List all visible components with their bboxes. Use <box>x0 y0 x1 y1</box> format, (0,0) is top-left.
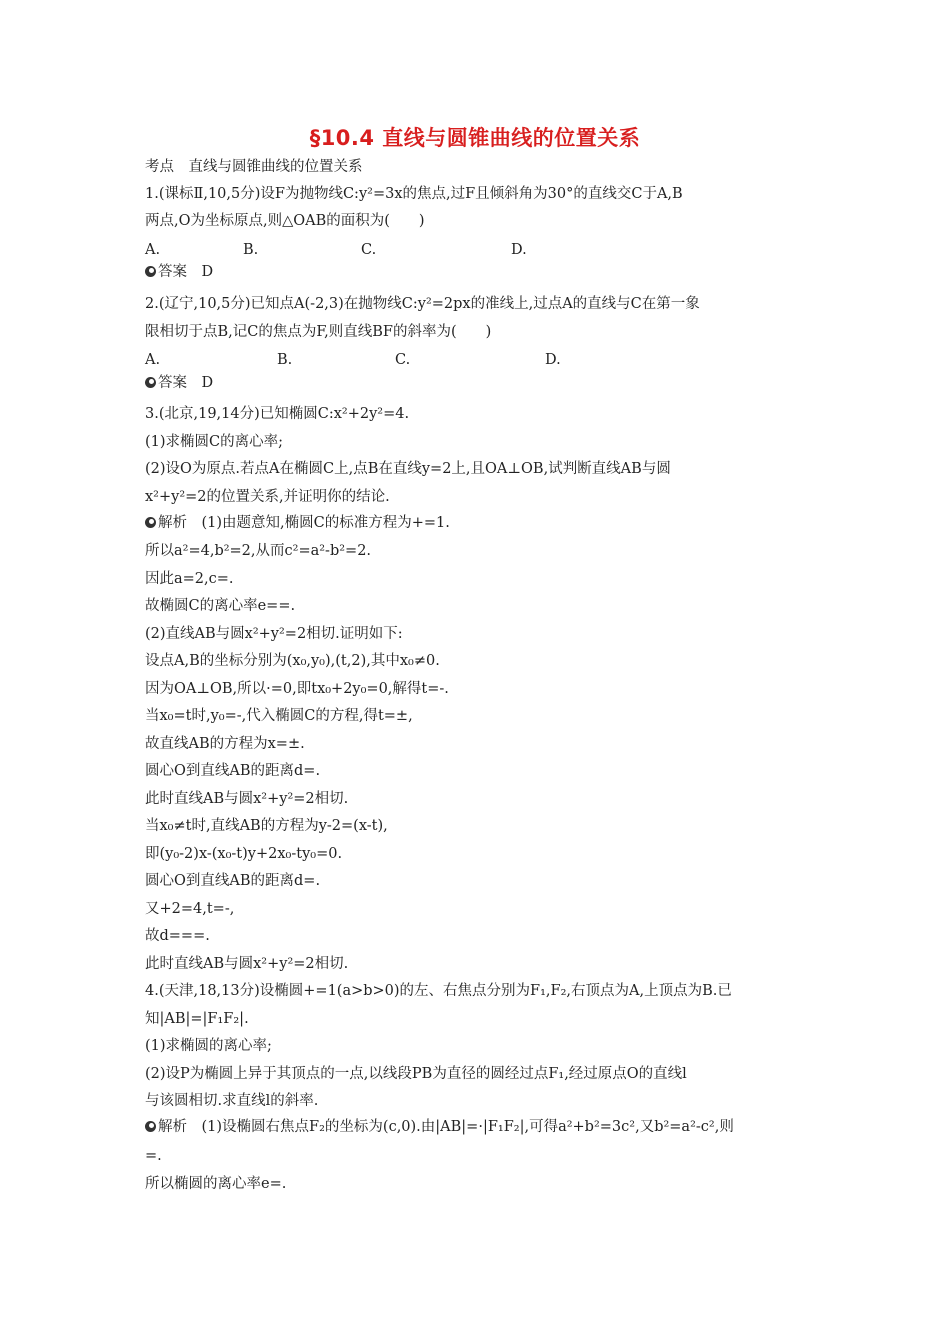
q1-choice-a: A. <box>145 242 161 258</box>
page-title: §10.4 直线与圆锥曲线的位置关系 <box>309 126 641 150</box>
q3-solution-line: 又+2=4,t=-, <box>145 901 235 917</box>
q1-answer <box>145 262 213 282</box>
q4-part2-line-1: (2)设P为椭圆上异于其顶点的一点,以线段PB为直径的圆经过点F₁,经过原点O的直线l <box>145 1066 687 1082</box>
q1-answer-text: 答案 D <box>158 264 214 280</box>
q3-solution-line: 即(y₀-2)x-(x₀-t)y+2x₀-ty₀=0. <box>145 846 343 862</box>
q4-solution-start <box>145 1117 734 1137</box>
q4-part1: (1)求椭圆的离心率; <box>145 1038 272 1054</box>
q2-choice-a: A. <box>145 352 161 368</box>
answer-icon <box>145 266 156 277</box>
q4-solution-line: 所以椭圆的离心率e=. <box>145 1176 287 1192</box>
q3-solution-line: 因为OA⊥OB,所以·=0,即tx₀+2y₀=0,解得t=-. <box>145 681 449 697</box>
q3-solution-line: 所以a²=4,b²=2,从而c²=a²-b²=2. <box>145 543 372 559</box>
q1-choice-d: D. <box>511 242 527 258</box>
q3-part2-line-1: (2)设O为原点.若点A在椭圆C上,点B在直线y=2上,且OA⊥OB,试判断直线AB与圆 <box>145 461 671 477</box>
q3-part2-line-2: x²+y²=2的位置关系,并证明你的结论. <box>145 489 390 505</box>
q1-choice-c: C. <box>361 242 377 258</box>
q3-solution-line: 当x₀≠t时,直线AB的方程为y-2=(x-t), <box>145 818 388 834</box>
q2-answer-text: 答案 D <box>158 375 214 391</box>
q4-text-line-2: 知|AB|=|F₁F₂|. <box>145 1011 249 1027</box>
q3-solution-line: 故d===. <box>145 928 210 944</box>
q3-solution-line: 故椭圆C的离心率e==. <box>145 598 296 614</box>
q4-solution-text: 解析 (1)设椭圆右焦点F₂的坐标为(c,0).由|AB|=·|F₁F₂|,可得a²+b²=3c²,又b²=a²-c²,则 <box>158 1119 734 1135</box>
solution-icon <box>145 1121 156 1132</box>
q1-choice-b: B. <box>243 242 259 258</box>
q3-solution-line: 圆心O到直线AB的距离d=. <box>145 873 321 889</box>
q3-part1: (1)求椭圆C的离心率; <box>145 434 284 450</box>
q3-solution-text: 解析 (1)由题意知,椭圆C的标准方程为+=1. <box>158 515 450 531</box>
q2-text-line-2: 限相切于点B,记C的焦点为F,则直线BF的斜率为( ) <box>145 324 492 340</box>
q3-solution-line: 故直线AB的方程为x=±. <box>145 736 305 752</box>
q4-part2-line-2: 与该圆相切.求直线l的斜率. <box>145 1093 319 1109</box>
q3-text-line-1: 3.(北京,19,14分)已知椭圆C:x²+2y²=4. <box>145 406 410 422</box>
q3-solution-line: 此时直线AB与圆x²+y²=2相切. <box>145 956 349 972</box>
q3-solution-line: 此时直线AB与圆x²+y²=2相切. <box>145 791 349 807</box>
q1-text-line-2: 两点,O为坐标原点,则△OAB的面积为( ) <box>145 213 425 229</box>
solution-icon <box>145 517 156 528</box>
q2-text-line-1: 2.(辽宁,10,5分)已知点A(-2,3)在抛物线C:y²=2px的准线上,过点A的直线与C在第一象 <box>145 296 700 312</box>
q3-solution-start <box>145 513 450 533</box>
q3-solution-line: 因此a=2,c=. <box>145 571 234 587</box>
q2-choice-b: B. <box>277 352 293 368</box>
q1-text-line-1: 1.(课标Ⅱ,10,5分)设F为抛物线C:y²=3x的焦点,过F且倾斜角为30°的直线交C于A,B <box>145 186 683 202</box>
q2-choice-c: C. <box>395 352 411 368</box>
q4-solution-line: =. <box>145 1148 162 1164</box>
q3-solution-line: (2)直线AB与圆x²+y²=2相切.证明如下: <box>145 626 403 642</box>
q2-choice-d: D. <box>545 352 561 368</box>
q4-text-line-1: 4.(天津,18,13分)设椭圆+=1(a>b>0)的左、右焦点分别为F₁,F₂,右顶点为A,上顶点为B.已 <box>145 983 732 999</box>
q3-solution-line: 设点A,B的坐标分别为(x₀,y₀),(t,2),其中x₀≠0. <box>145 653 440 669</box>
answer-icon <box>145 377 156 388</box>
q3-solution-line: 圆心O到直线AB的距离d=. <box>145 763 321 779</box>
q2-answer <box>145 373 213 393</box>
q3-solution-line: 当x₀=t时,y₀=-,代入椭圆C的方程,得t=±, <box>145 708 413 724</box>
section-label: 考点 直线与圆锥曲线的位置关系 <box>145 159 363 175</box>
